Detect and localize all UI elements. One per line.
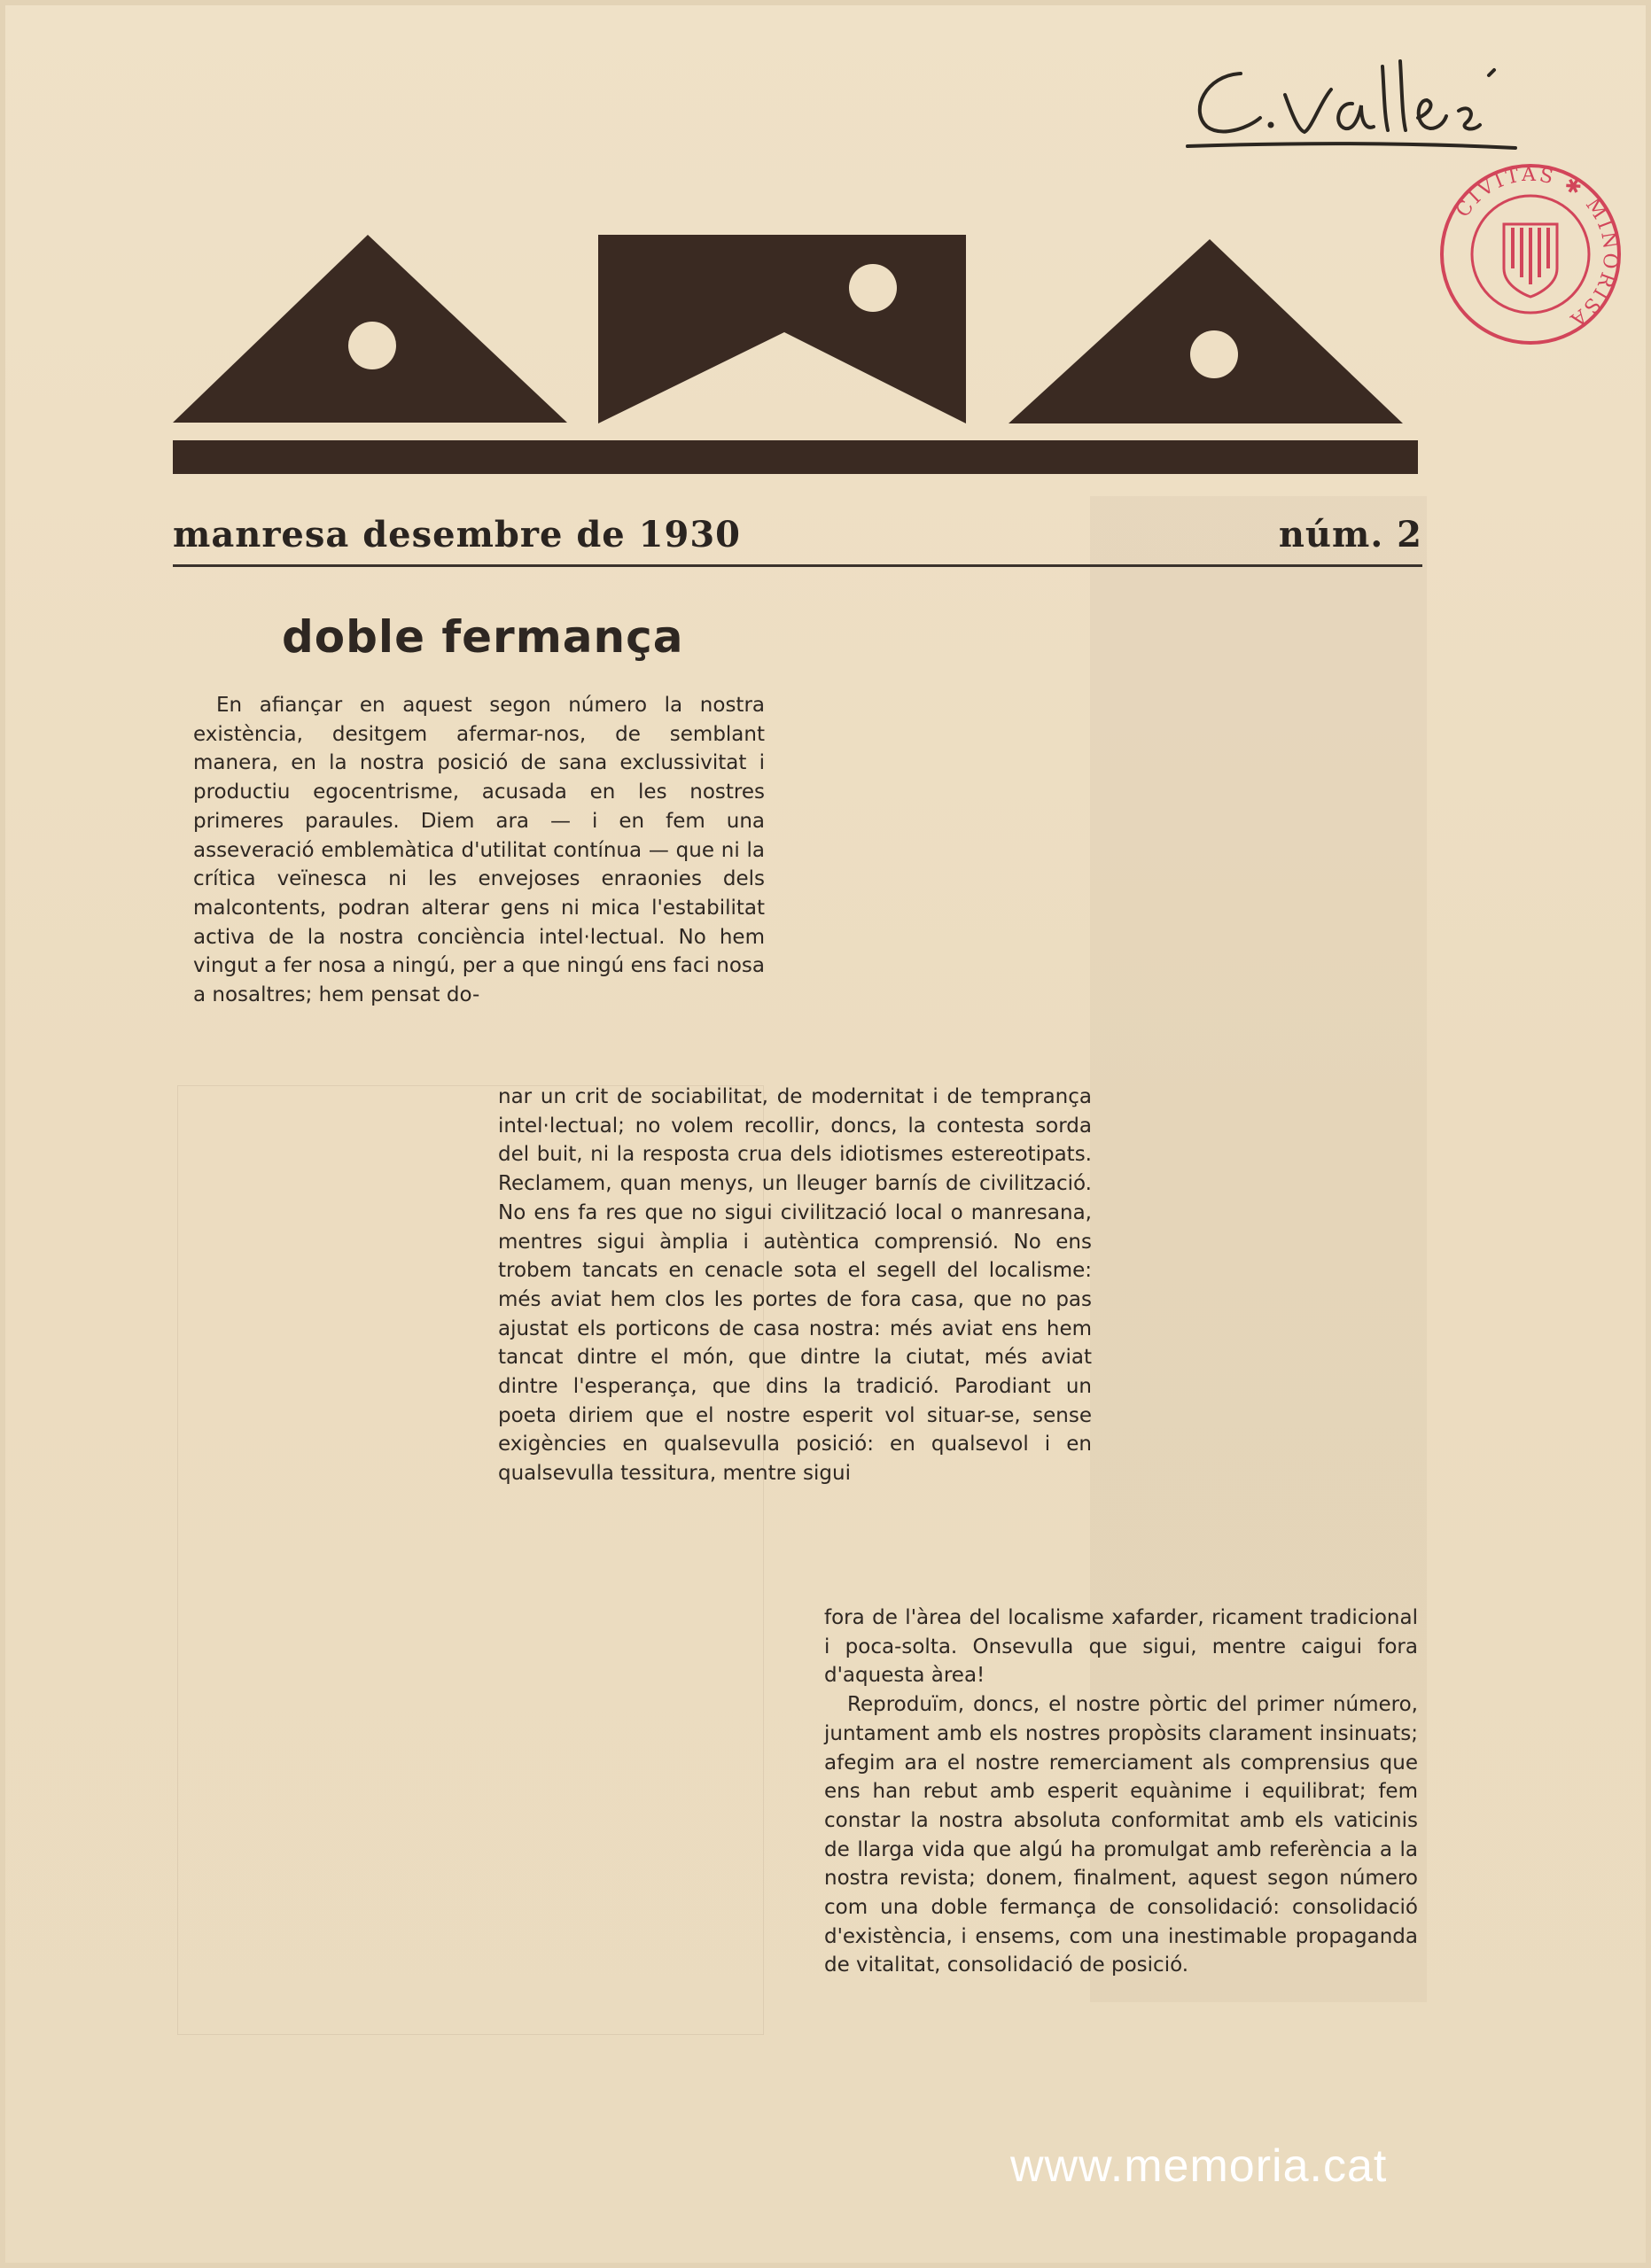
signature-icon [1179,49,1533,164]
svg-text:CIVITAS ✱ MINORISA: CIVITAS ✱ MINORISA [1452,163,1622,332]
issue-date: manresa desembre de 1930 [173,514,742,555]
article-column-3 [824,1604,1418,1980]
article-column-1 [193,691,765,1010]
article-paragraph: En afiançar en aquest segon número la nostra existència, desitgem afermar-nos, de semblant manera, en la nostra posició de sana exclussivitat i productiu egocentrisme, acusada en les nostres primeres paraules. Diem ara — i en fem una asseveració emblemàtica d'utilitat contínua — que ni la crítica veïnesca ni les envejoses enraonies dels malcontents, podran alterar gens ni mica l'estabilitat activa de la nostra conciència intel·lectual. No hem vingut a fer nosa a ningú, per a que ningú ens faci nosa a nosaltres; hem pensat do- [193,694,765,1007]
minorisa-stamp-icon [1431,155,1631,354]
article-paragraph: nar un crit de sociabilitat, de modernitat i de temprança intel·lectual; no volem recollir, doncs, la contesta sorda del buit, ni la resposta crua dels idiotismes estereotipats. Reclamem, quan menys, un lleuger barnís de civilització. No ens fa res que no sigui civilització local o manresana, mentres sigui àmplia i autèntica comprensió. No ens trobem tancats en cenacle sota el segell del localisme: més aviat hem clos les portes de fora casa, que no pas ajustat els porticons de casa nostra: més aviat ens hem tancat dintre el món, que dintre la ciutat, més aviat dintre l'esperança, que dins la tradició. Parodiant un poeta diriem que el nostre esperit vol situar-se, sense exigències en qualsevulla posició: en qualsevol i en qualsevulla tessitura, mentre sigui [498,1085,1092,1486]
article-title: doble fermança [282,611,684,663]
masthead-logo-icon [173,235,1422,483]
article-column-2 [498,1083,1092,1488]
article-paragraph: Reproduïm, doncs, el nostre pòrtic del primer número, juntament amb els nostres propòsits clarament insinuats; afegim ara el nostre remerciament als comprensius que ens han rebut amb esperit equànime i equilibrat; fem constar la nostra absoluta conformitat amb els vaticinis de llarga vida que algú ha promulgat amb referència a la nostra revista; donem, finalment, aquest segon número com una doble fermança de consolidació: consolidació d'existència, i ensems, com una inestimable propaganda de vitalitat, consolidació de posició. [824,1693,1418,1977]
issue-number: núm. 2 [1278,514,1422,555]
source-watermark: www.memoria.cat [1010,2140,1388,2192]
masthead-rule [173,564,1422,567]
article-paragraph: fora de l'àrea del localisme xafarder, ricament tradicional i poca-solta. Onsevulla que sigui, mentre caigui fora d'aquesta àrea! [824,1606,1418,1688]
